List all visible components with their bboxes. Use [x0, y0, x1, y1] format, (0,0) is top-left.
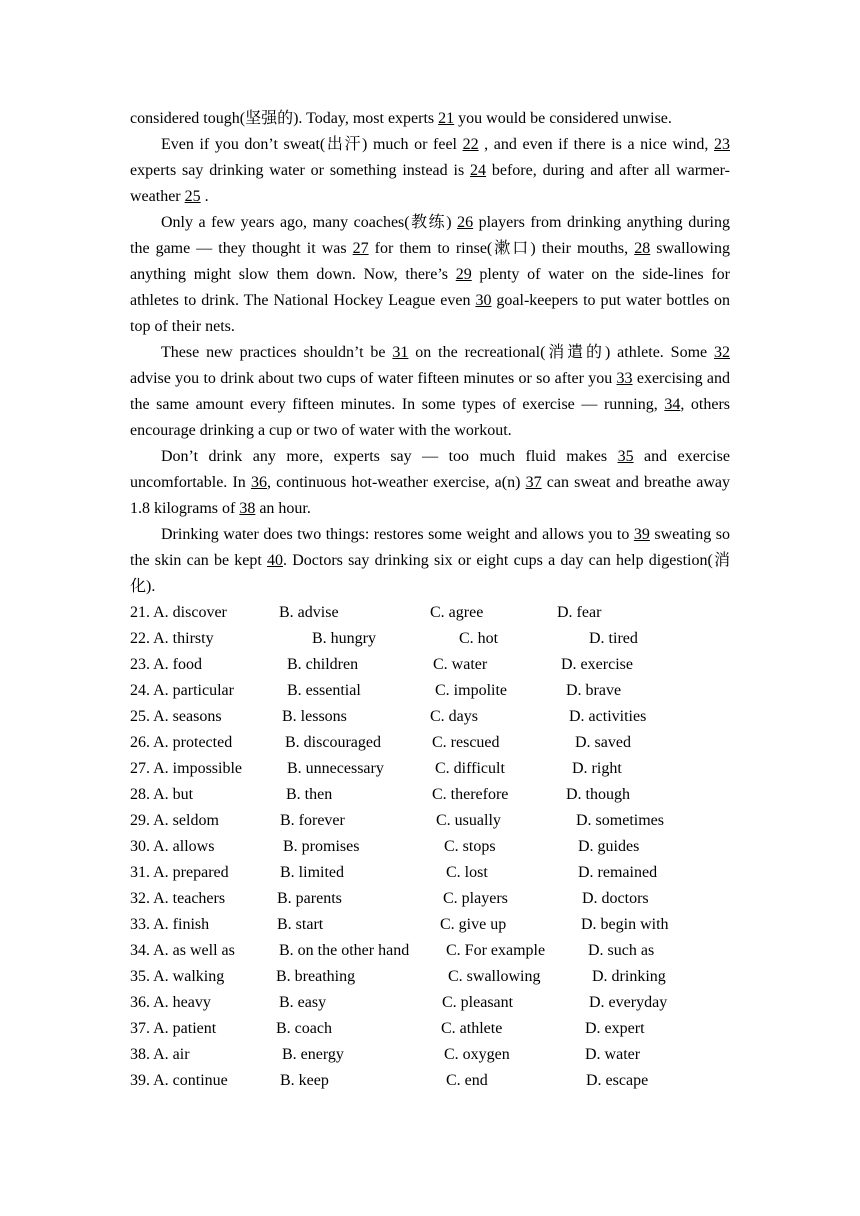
option-a: 31. A. prepared: [130, 864, 229, 881]
blank-number: 40: [267, 552, 284, 569]
option-b: B. discouraged: [285, 734, 381, 751]
option-d: D. sometimes: [576, 812, 664, 829]
option-c: C. days: [430, 708, 478, 725]
option-b: B. unnecessary: [287, 760, 384, 777]
option-c: C. usually: [436, 812, 501, 829]
option-a: 36. A. heavy: [130, 994, 211, 1011]
option-b: B. breathing: [276, 968, 356, 985]
option-row: [130, 990, 730, 1016]
option-c: C. stops: [444, 838, 496, 855]
option-c: C. oxygen: [444, 1046, 510, 1063]
option-c: C. For example: [446, 942, 546, 959]
passage-text: Don’t drink any more, experts say — too much fluid makes: [161, 448, 618, 465]
option-a: 24. A. particular: [130, 682, 234, 699]
option-c: C. pleasant: [442, 994, 514, 1011]
blank-number: 38: [239, 500, 256, 517]
option-a: 22. A. thirsty: [130, 630, 214, 647]
passage-paragraph: [130, 522, 730, 600]
blank-number: 31: [392, 344, 409, 361]
option-d: D. right: [572, 760, 622, 777]
passage-text: swallowing anything might slow them down. Now, there’s: [130, 240, 730, 283]
blank-number: 27: [352, 240, 369, 257]
option-row: [130, 808, 730, 834]
option-a: 38. A. air: [130, 1046, 190, 1063]
blank-number: 28: [634, 240, 651, 257]
passage-text: sweating so the skin can be kept: [130, 526, 731, 569]
option-a: 29. A. seldom: [130, 812, 219, 829]
option-row: [130, 1016, 730, 1042]
option-b: B. hungry: [312, 630, 376, 647]
option-b: B. start: [277, 916, 324, 933]
passage: [130, 106, 730, 600]
option-d: D. tired: [589, 630, 638, 647]
option-d: D. water: [585, 1046, 641, 1063]
option-c: C. water: [433, 656, 488, 673]
passage-text: , and even if there is a nice wind,: [478, 136, 714, 153]
option-row: [130, 652, 730, 678]
option-b: B. keep: [280, 1072, 329, 1089]
option-d: D. escape: [586, 1072, 649, 1089]
passage-text: Drinking water does two things: restores some weight and allows you to: [161, 526, 634, 543]
passage-text: players from drinking anything during the game — they thought it was: [130, 214, 730, 257]
option-row: [130, 730, 730, 756]
option-c: C. lost: [446, 864, 488, 881]
passage-text: , continuous hot-weather exercise, a(n): [266, 474, 526, 491]
blank-number: 30: [475, 292, 492, 309]
blank-number: 24: [470, 162, 487, 179]
passage-text: plenty of water on the side-lines for athletes to drink. The National Hockey League even: [130, 266, 730, 309]
option-d: D. doctors: [582, 890, 649, 907]
option-a: 35. A. walking: [130, 968, 225, 985]
option-a: 25. A. seasons: [130, 708, 222, 725]
option-row: [130, 782, 730, 808]
passage-text: Only a few years ago, many coaches(教练): [161, 214, 458, 231]
option-a: 33. A. finish: [130, 916, 210, 933]
option-a: 28. A. but: [130, 786, 194, 803]
option-c: C. give up: [440, 916, 507, 933]
option-b: B. limited: [280, 864, 344, 881]
option-a: 32. A. teachers: [130, 890, 226, 907]
option-b: B. parents: [277, 890, 342, 907]
option-d: D. guides: [578, 838, 640, 855]
option-row: [130, 678, 730, 704]
passage-text: exercising and the same amount every fifteen minutes. In some types of exercise — running,: [130, 370, 730, 413]
document-page: [130, 106, 730, 1094]
option-c: C. swallowing: [448, 968, 541, 985]
option-a: 34. A. as well as: [130, 942, 235, 959]
blank-number: 35: [617, 448, 634, 465]
blank-number: 29: [455, 266, 472, 283]
passage-text: goal-keepers to put water bottles on top of their nets.: [130, 292, 730, 335]
option-c: C. therefore: [432, 786, 509, 803]
option-row: [130, 600, 730, 626]
option-b: B. energy: [282, 1046, 344, 1063]
option-row: [130, 886, 730, 912]
option-a: 27. A. impossible: [130, 760, 243, 777]
option-row: [130, 834, 730, 860]
passage-text: advise you to drink about two cups of water fifteen minutes or so after you: [130, 370, 617, 387]
option-b: B. advise: [279, 604, 339, 621]
option-b: B. children: [287, 656, 359, 673]
passage-text: experts say drinking water or something instead is: [130, 162, 471, 179]
passage-text: considered tough(坚强的). Today, most experts: [130, 110, 439, 127]
option-d: D. remained: [578, 864, 658, 881]
option-b: B. then: [286, 786, 333, 803]
blank-number: 36: [250, 474, 267, 491]
option-a: 23. A. food: [130, 656, 202, 673]
option-d: D. brave: [566, 682, 622, 699]
option-d: D. exercise: [561, 656, 633, 673]
option-d: D. though: [566, 786, 630, 803]
option-d: D. saved: [575, 734, 631, 751]
blank-number: 22: [462, 136, 479, 153]
option-b: B. coach: [276, 1020, 332, 1037]
passage-text: and exercise uncomfortable. In: [130, 448, 731, 491]
passage-text: an hour.: [255, 500, 311, 517]
passage-paragraph: [130, 444, 730, 522]
blank-number: 25: [184, 188, 201, 205]
option-d: D. drinking: [592, 968, 666, 985]
option-d: D. everyday: [589, 994, 668, 1011]
option-c: C. difficult: [435, 760, 505, 777]
option-d: D. fear: [557, 604, 602, 621]
option-a: 39. A. continue: [130, 1072, 228, 1089]
passage-paragraph: [130, 210, 730, 340]
option-a: 30. A. allows: [130, 838, 215, 855]
option-c: C. agree: [430, 604, 484, 621]
passage-text: Even if you don’t sweat(出汗) much or feel: [161, 136, 463, 153]
option-row: [130, 1068, 730, 1094]
option-b: B. forever: [280, 812, 345, 829]
passage-text: for them to rinse(漱口) their mouths,: [368, 240, 635, 257]
option-c: C. athlete: [441, 1020, 503, 1037]
blank-number: 21: [438, 110, 455, 127]
option-row: [130, 912, 730, 938]
option-row: [130, 704, 730, 730]
option-c: C. impolite: [435, 682, 507, 699]
blank-number: 23: [714, 136, 730, 153]
option-row: [130, 964, 730, 990]
option-row: [130, 1042, 730, 1068]
option-row: [130, 938, 730, 964]
passage-paragraph: [130, 132, 730, 210]
option-c: C. players: [443, 890, 508, 907]
option-c: C. hot: [459, 630, 499, 647]
passage-paragraph: [130, 106, 730, 132]
blank-number: 32: [714, 344, 731, 361]
option-b: B. easy: [279, 994, 327, 1011]
blank-number: 34: [664, 396, 681, 413]
option-b: B. essential: [287, 682, 361, 699]
passage-text: These new practices shouldn’t be: [161, 344, 393, 361]
passage-text: you would be considered unwise.: [454, 110, 672, 127]
blank-number: 37: [525, 474, 542, 491]
option-d: D. begin with: [581, 916, 669, 933]
option-c: C. end: [446, 1072, 488, 1089]
option-row: [130, 626, 730, 652]
option-a: 21. A. discover: [130, 604, 227, 621]
option-b: B. lessons: [282, 708, 347, 725]
option-a: 37. A. patient: [130, 1020, 217, 1037]
option-a: 26. A. protected: [130, 734, 233, 751]
passage-text: . Doctors say drinking six or eight cups a day can help digestion(消化).: [130, 552, 730, 595]
option-d: D. expert: [585, 1020, 645, 1037]
option-row: [130, 860, 730, 886]
blank-number: 33: [616, 370, 633, 387]
blank-number: 39: [633, 526, 650, 543]
passage-text: , others encourage drinking a cup or two of water with the workout.: [130, 396, 730, 439]
passage-text: on the recreational(消遣的) athlete. Some: [408, 344, 715, 361]
passage-text: can sweat and breathe away 1.8 kilograms of: [130, 474, 730, 517]
answer-options: [130, 600, 730, 1094]
option-c: C. rescued: [432, 734, 500, 751]
option-d: D. activities: [569, 708, 647, 725]
option-row: [130, 756, 730, 782]
option-d: D. such as: [588, 942, 655, 959]
option-b: B. promises: [283, 838, 360, 855]
option-b: B. on the other hand: [279, 942, 410, 959]
blank-number: 26: [457, 214, 474, 231]
passage-text: before, during and after all warmer-weather: [130, 162, 730, 205]
passage-text: .: [200, 188, 209, 205]
passage-paragraph: [130, 340, 730, 444]
